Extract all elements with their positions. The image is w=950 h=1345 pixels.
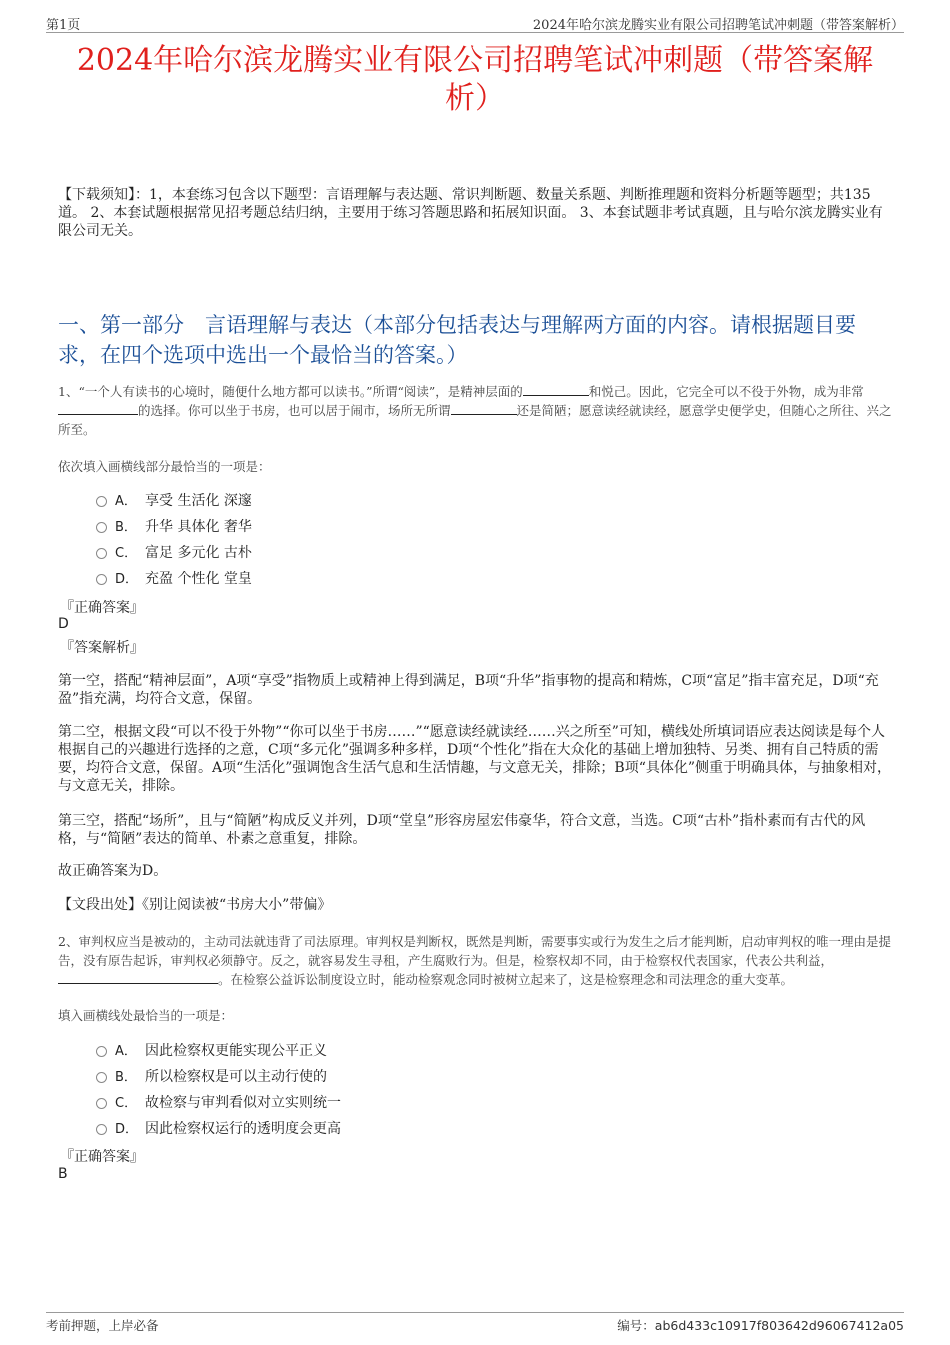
q1-answer-label: 『正确答案』: [60, 600, 144, 616]
q1-text-a: 1、“一个人有读书的心境时，随便什么地方都可以读书。”所谓“阅读”，是精神层面的: [58, 384, 523, 399]
footer-code-value: ab6d433c10917f803642d96067412a05: [654, 1318, 904, 1333]
q1-analysis-label: 『答案解析』: [60, 640, 144, 656]
q2-option-c[interactable]: C． 故检察与审判看似对立实则统一: [96, 1090, 341, 1116]
q2-blank: [58, 971, 218, 984]
section-heading: 一、第一部分 言语理解与表达（本部分包括表达与理解两方面的内容。请根据题目要求，在四个选项中选出一个最恰当的答案。）: [58, 313, 856, 367]
radio-icon[interactable]: [96, 1046, 107, 1057]
footer-code: [617, 1316, 904, 1334]
q1-answer: D: [58, 616, 69, 632]
q2-answer: B: [58, 1166, 68, 1182]
radio-icon[interactable]: [96, 574, 107, 585]
q1-analysis-3: 第三空，搭配“场所”，且与“简陋”构成反义并列，D项“堂皇”形容房屋宏伟豪华，符合文意，当选。C项“古朴”指朴素而有古代的风格，与“简陋”表达的简单、朴素之意重复，排除。: [58, 813, 866, 847]
download-notice: 【下载须知】：1，本套练习包含以下题型：言语理解与表达题、常识判断题、数量关系题、判断推理题和资料分析题等题型；共135道。 2、本套试题根据常见招考题总结归纳，主要用于练习答题思路和拓展知识面。 3、本套试题非考试真题，且与哈尔滨龙腾实业有限公司无关。: [58, 187, 883, 239]
q1-option-c[interactable]: C． 富足 多元化 古朴: [96, 540, 252, 566]
q2-option-b[interactable]: B． 所以检察权是可以主动行使的: [96, 1064, 341, 1090]
q1-analysis-4: 故正确答案为D。: [58, 863, 168, 879]
page-header: [46, 14, 904, 33]
question-1-text: [58, 382, 892, 439]
q1-blank-3: [451, 402, 517, 415]
radio-icon[interactable]: [96, 522, 107, 533]
question-2-text: [58, 932, 892, 989]
q1-blank-2: [58, 402, 138, 415]
radio-icon[interactable]: [96, 548, 107, 559]
q1-prompt: 依次填入画横线部分最恰当的一项是：: [58, 459, 271, 474]
q1-option-b[interactable]: B． 升华 具体化 奢华: [96, 514, 252, 540]
q1-analysis-2: 第二空，根据文段“可以不役于外物”“你可以坐于书房……”“愿意读经就读经……兴之所至”可知，横线处所填词语应表达阅读是每个人根据自己的兴趣进行选择的之意，C项“多元化”强调多种多样，D项“个性化”指在大众化的基础上增加独特、另类、拥有自己特质的需要，均符合文意，保留。A项“生活化”强调饱含生活气息和生活情趣，与文意无关，排除；B项“具体化”侧重于明确具体，与抽象相对，与文意无关，排除。: [58, 724, 892, 794]
header-doc-title: 2024年哈尔滨龙腾实业有限公司招聘笔试冲刺题（带答案解析）: [532, 18, 904, 33]
q1-blank-1: [523, 383, 589, 396]
q2-prompt: 填入画横线处最恰当的一项是：: [58, 1008, 234, 1023]
q1-text-d: 还是简陋；愿意读经就读经，愿意学史便学史，但随心之所往、兴之所至。: [58, 403, 892, 437]
q1-source: 【文段出处】《别让阅读被“书房大小”带偏》: [58, 897, 332, 913]
q1-text-c: 的选择。你可以坐于书房，也可以居于闹市，场所无所谓: [138, 403, 451, 418]
page-footer: [46, 1312, 904, 1335]
radio-icon[interactable]: [96, 1124, 107, 1135]
footer-code-label: 编号：: [617, 1318, 655, 1333]
q1-text-b: 和悦己。因此，它完全可以不役于外物，成为非常: [588, 384, 864, 399]
page-title: 2024年哈尔滨龙腾实业有限公司招聘笔试冲刺题（带答案解析）: [76, 43, 874, 116]
q1-option-d[interactable]: D． 充盈 个性化 堂皇: [96, 566, 252, 592]
footer-slogan: 考前押题，上岸必备: [46, 1318, 159, 1333]
q2-text-a: 2、审判权应当是被动的，主动司法就违背了司法原理。审判权是判断权，既然是判断，需要事实或行为发生之后才能判断，启动审判权的唯一理由是提告，没有原告起诉，审判权必须静守。反之，就容易发生寻租，产生腐败行为。但是，检察权却不同，由于检察权代表国家，代表公共利益，: [58, 934, 891, 968]
radio-icon[interactable]: [96, 1072, 107, 1083]
page-number: 第1页: [46, 18, 81, 33]
q2-answer-label: 『正确答案』: [60, 1149, 144, 1165]
q1-option-a[interactable]: A． 享受 生活化 深邃: [96, 488, 252, 514]
radio-icon[interactable]: [96, 1098, 107, 1109]
q2-option-d[interactable]: D． 因此检察权运行的透明度会更高: [96, 1116, 341, 1142]
q2-text-b: 。在检察公益诉讼制度设立时，能动检察观念同时被树立起来了，这是检察理念和司法理念的重大变革。: [218, 972, 794, 987]
q1-analysis-1: 第一空，搭配“精神层面”，A项“享受”指物质上或精神上得到满足，B项“升华”指事物的提高和精炼，C项“富足”指丰富充足，D项“充盈”指充满，均符合文意，保留。: [58, 673, 879, 707]
q1-options: [96, 488, 252, 592]
q2-option-a[interactable]: A． 因此检察权更能实现公平正义: [96, 1038, 341, 1064]
q2-options: [96, 1038, 341, 1142]
radio-icon[interactable]: [96, 496, 107, 507]
